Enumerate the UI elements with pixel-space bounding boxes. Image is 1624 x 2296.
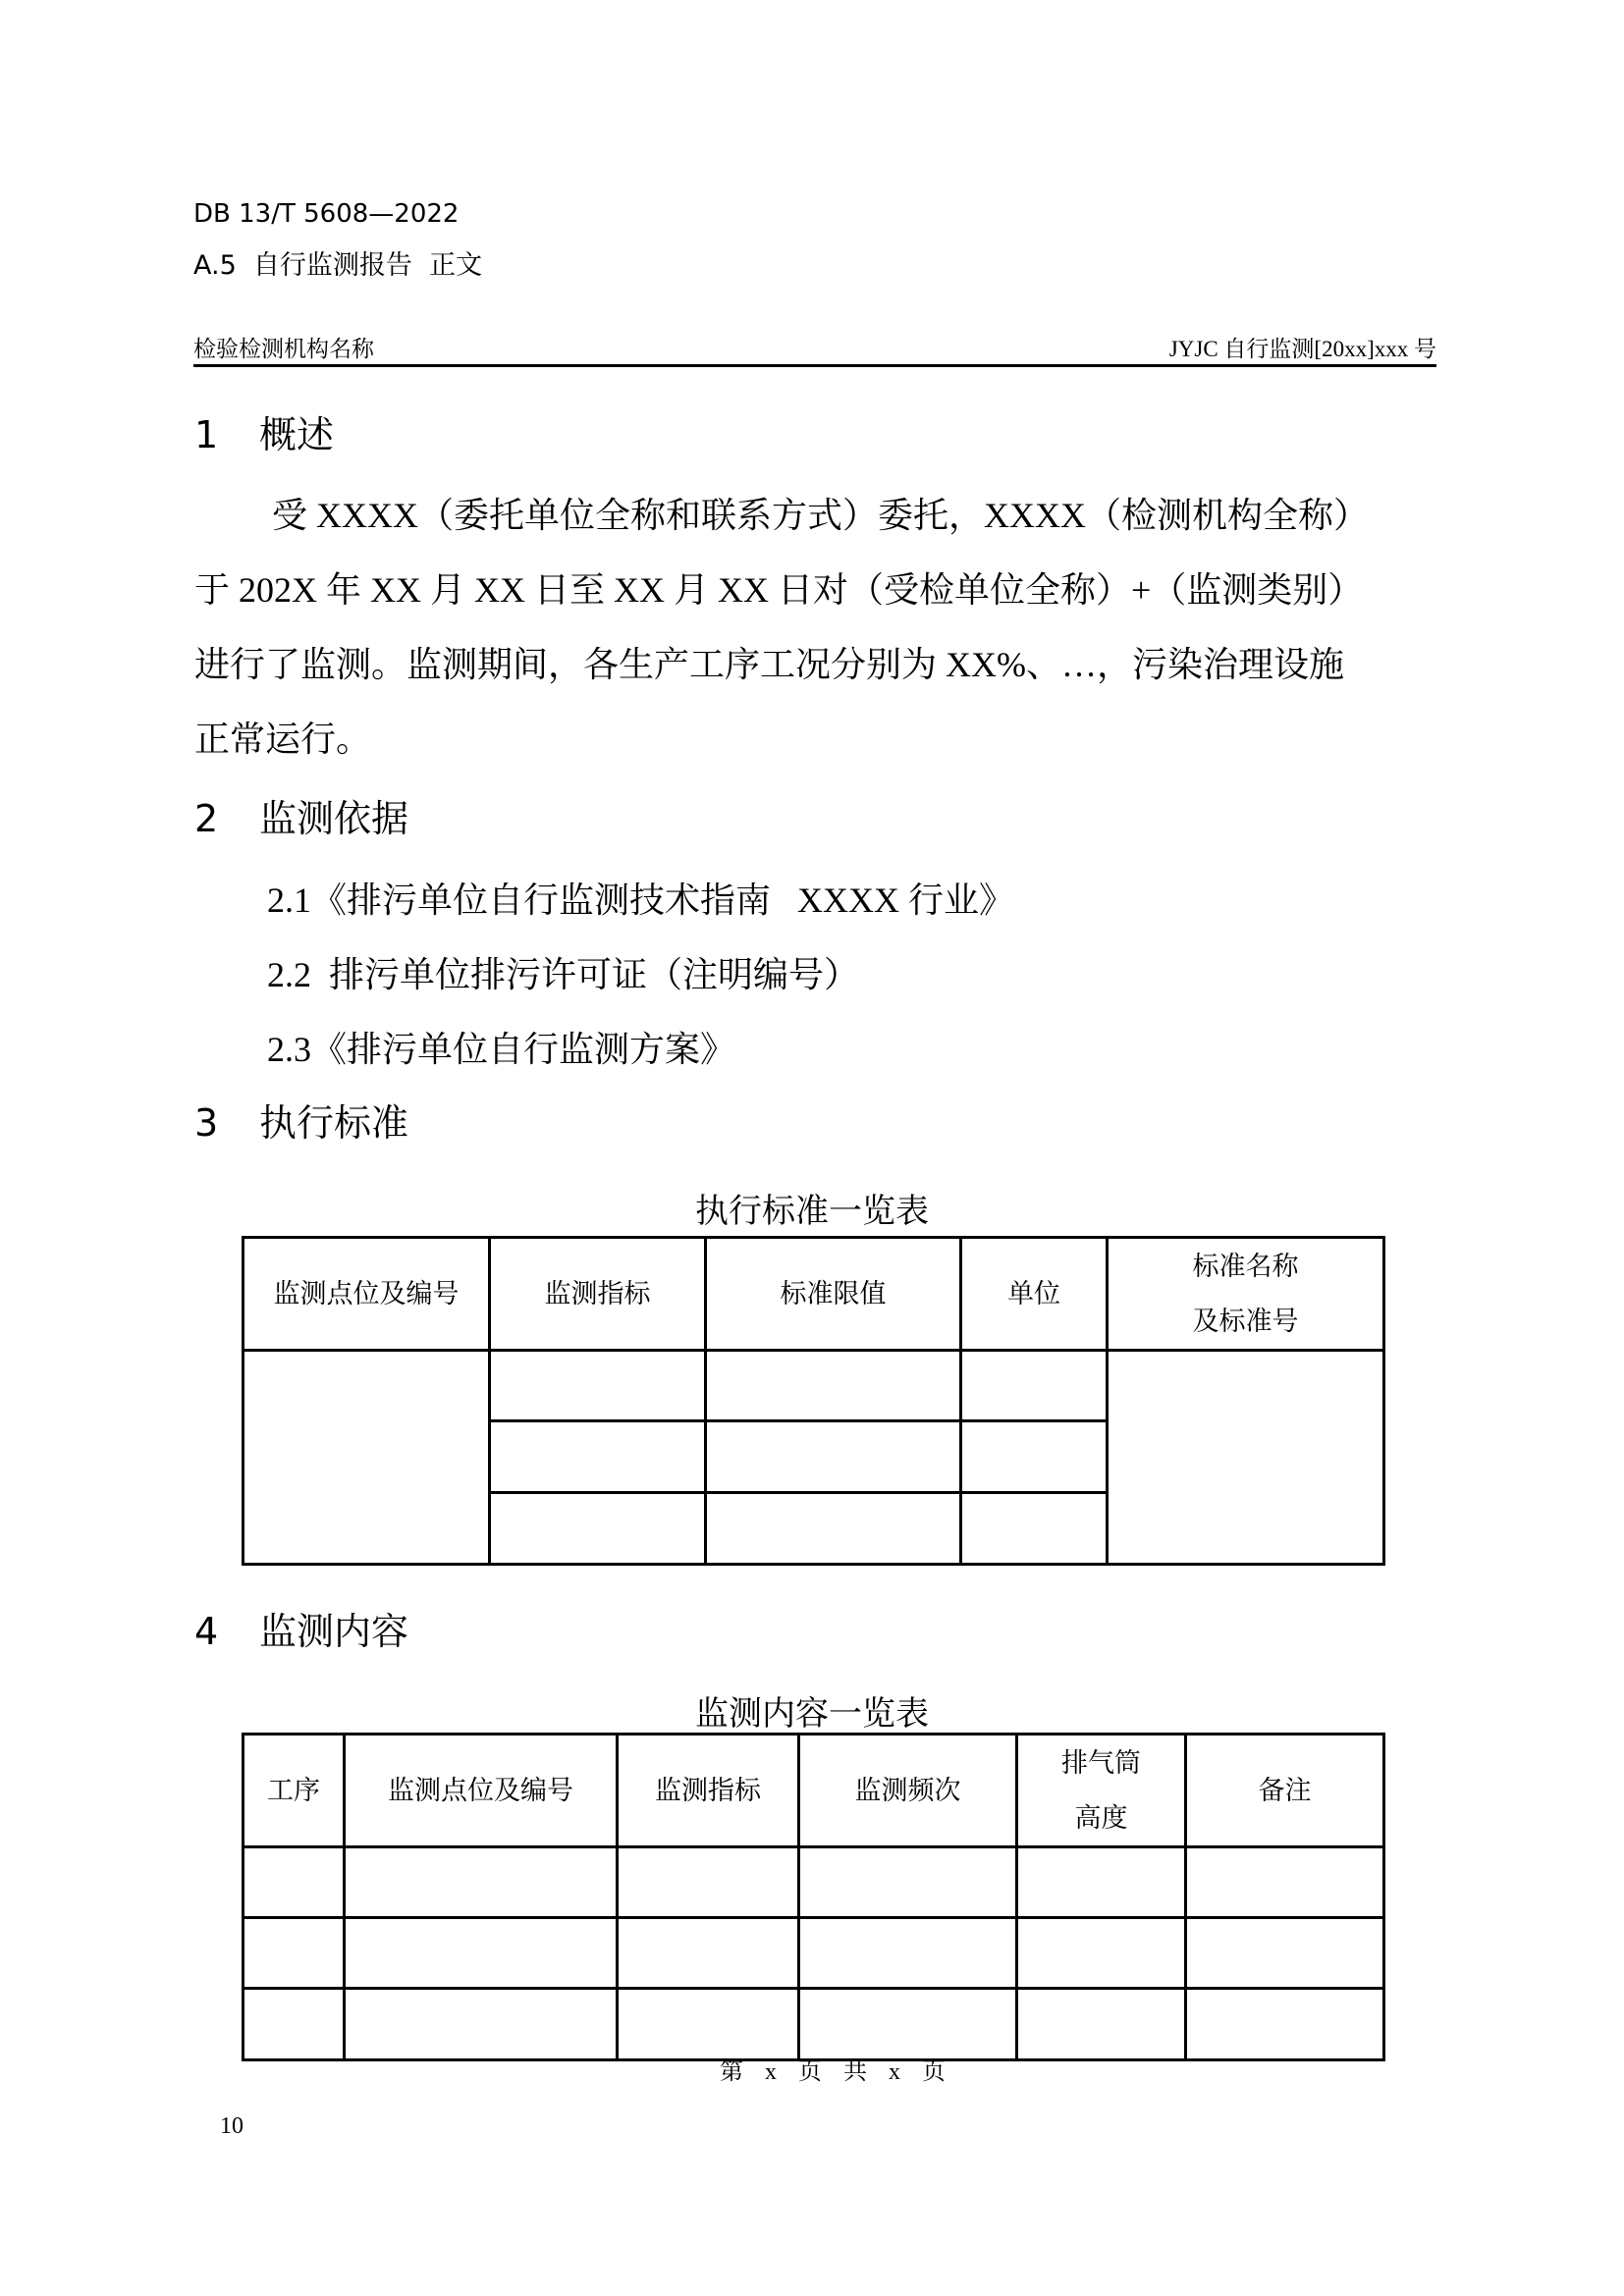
- section-number: 4: [194, 1610, 219, 1653]
- section-2-heading: [194, 796, 408, 841]
- table-cell[interactable]: [1017, 1847, 1186, 1918]
- table-cell[interactable]: [1108, 1351, 1384, 1565]
- table-cell[interactable]: [345, 1918, 618, 1989]
- table-cell[interactable]: [961, 1493, 1108, 1565]
- table-cell[interactable]: [799, 1847, 1017, 1918]
- table-cell[interactable]: [345, 1989, 618, 2060]
- table-cell[interactable]: [1017, 1918, 1186, 1989]
- page-of-total: 第 x 页 共 x 页: [720, 2059, 953, 2085]
- table-cell[interactable]: [799, 1989, 1017, 2060]
- table-cell[interactable]: [490, 1493, 706, 1565]
- appendix-title: A.5 自行监测报告 正文: [193, 250, 483, 281]
- institution-name: 检验检测机构名称: [193, 337, 374, 362]
- section-number: 1: [194, 413, 219, 456]
- section-3-heading: [194, 1100, 408, 1146]
- table-cell[interactable]: [244, 1847, 345, 1918]
- table-cell[interactable]: [1186, 1918, 1384, 1989]
- report-number: JYJC 自行监测[20xx]xxx 号: [1168, 337, 1436, 361]
- table-cell[interactable]: [490, 1351, 706, 1421]
- paragraph-line: 受 XXXX（委托单位全称和联系方式）委托，XXXX（检测机构全称）: [272, 496, 1369, 535]
- basis-item: 2.2 排污单位排污许可证（注明编号）: [267, 955, 860, 994]
- header-cell: 监测点位及编号: [345, 1735, 618, 1847]
- header-cell: 监测指标: [618, 1735, 799, 1847]
- table-cell[interactable]: [706, 1351, 961, 1421]
- table-cell[interactable]: [799, 1918, 1017, 1989]
- table-cell[interactable]: [961, 1351, 1108, 1421]
- header-cell: 标准限值: [706, 1238, 961, 1351]
- table-cell[interactable]: [345, 1847, 618, 1918]
- header-cell: 监测频次: [799, 1735, 1017, 1847]
- table-cell[interactable]: [1017, 1989, 1186, 2060]
- table-cell[interactable]: [961, 1421, 1108, 1493]
- section-number: 2: [194, 797, 219, 840]
- basis-item: 2.3《排污单位自行监测方案》: [267, 1030, 736, 1069]
- header-cell: 标准名称 及标准号: [1108, 1238, 1384, 1351]
- basis-item: 2.1《排污单位自行监测技术指南 XXXX 行业》: [267, 881, 1014, 920]
- table-cell[interactable]: [490, 1421, 706, 1493]
- table-cell[interactable]: [244, 1918, 345, 1989]
- section-title: 概述: [259, 413, 335, 456]
- standards-table: [242, 1236, 1385, 1566]
- table-cell[interactable]: [618, 1918, 799, 1989]
- header-cell: 排气筒 高度: [1017, 1735, 1186, 1847]
- table-cell[interactable]: [706, 1421, 961, 1493]
- section-title: 监测内容: [259, 1610, 409, 1653]
- section-title: 执行标准: [259, 1101, 409, 1145]
- table-row: [244, 1847, 1384, 1918]
- table-cell[interactable]: [618, 1847, 799, 1918]
- table-title: 监测内容一览表: [695, 1696, 929, 1733]
- table-header-row: [244, 1238, 1384, 1351]
- table-cell[interactable]: [1186, 1847, 1384, 1918]
- table-header-row: [244, 1735, 1384, 1847]
- table-cell[interactable]: [706, 1493, 961, 1565]
- table-cell[interactable]: [618, 1989, 799, 2060]
- header-cell: 工序: [244, 1735, 345, 1847]
- paragraph-line: 于 202X 年 XX 月 XX 日至 XX 月 XX 日对（受检单位全称）+（监测类别）: [194, 570, 1364, 610]
- header-cell: 监测点位及编号: [244, 1238, 490, 1351]
- section-number: 3: [194, 1101, 219, 1145]
- section-1-heading: [194, 412, 334, 457]
- monitoring-content-table: [242, 1733, 1385, 2061]
- table-cell[interactable]: [1186, 1989, 1384, 2060]
- paragraph-line: 进行了监测。监测期间，各生产工序工况分别为 XX%、…，污染治理设施: [194, 645, 1344, 684]
- table-cell[interactable]: [244, 1989, 345, 2060]
- paragraph-line: 正常运行。: [194, 720, 372, 759]
- table-row: [244, 1989, 1384, 2060]
- section-title: 监测依据: [259, 797, 409, 840]
- table-row: [244, 1918, 1384, 1989]
- section-4-heading: [194, 1609, 408, 1654]
- table-row: [244, 1351, 1384, 1421]
- standard-code: DB 13/T 5608—2022: [193, 199, 460, 229]
- header-cell: 单位: [961, 1238, 1108, 1351]
- header-rule: [193, 364, 1436, 367]
- table-cell[interactable]: [244, 1351, 490, 1565]
- header-cell: 监测指标: [490, 1238, 706, 1351]
- header-cell: 备注: [1186, 1735, 1384, 1847]
- page-number: 10: [220, 2113, 244, 2139]
- table-title: 执行标准一览表: [695, 1194, 929, 1230]
